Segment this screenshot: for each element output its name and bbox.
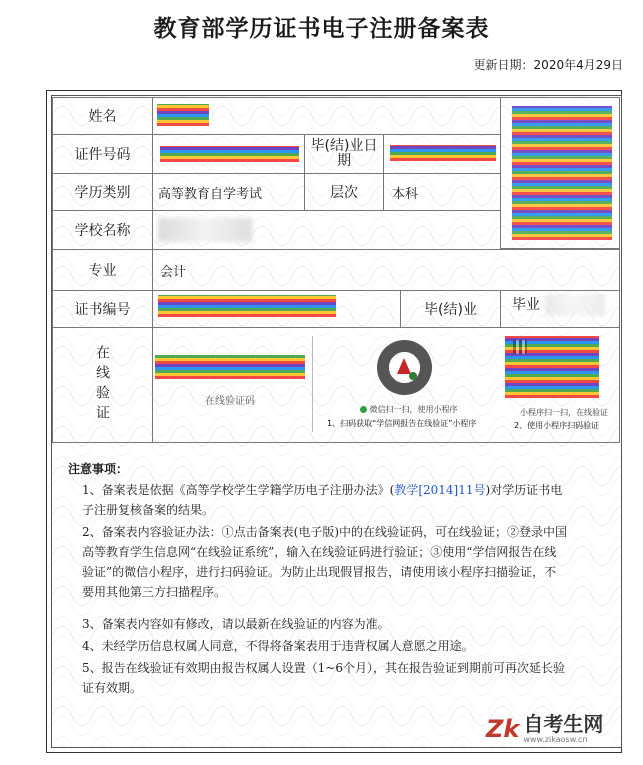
watermark-text: 自考生网	[523, 712, 604, 736]
cert-no-redacted	[158, 295, 336, 317]
online-label: 在线验证	[94, 345, 110, 425]
wechat-icon	[360, 406, 367, 413]
major-value: 会计	[160, 264, 187, 280]
name-redacted	[157, 104, 209, 126]
edu-type-value: 高等教育自学考试	[158, 186, 263, 202]
name-label: 姓名	[88, 109, 117, 125]
edu-type-label: 学历类别	[74, 185, 131, 201]
level-value: 本科	[392, 186, 419, 202]
note-3: 3、备案表内容如有修改，请以最新在线验证的内容为准。	[82, 617, 390, 631]
major-label: 专业	[88, 263, 117, 279]
graduation-stamp-redacted	[545, 294, 605, 316]
watermark-url: www.zikaosw.cn	[523, 735, 588, 744]
step2-caption: 2、使用小程序扫码验证	[514, 421, 600, 430]
mini-program-qr[interactable]	[377, 340, 432, 395]
mini-program-logo-icon	[377, 340, 432, 395]
cert-no-label: 证书编号	[74, 302, 131, 318]
note-2: 2、备案表内容验证办法：①点击备案表(电子版)中的在线验证码，可在线验证；②登录中国高等教育学生信息网“在线验证系统”，输入在线验证码进行验证；③使用“学信网报告在线验证”的微信小程序，进行扫码验证。为防止出现假冒报告，请使用该小程序扫描验证，不要用其他第三方扫描程序。	[82, 525, 568, 599]
note-5: 5、报告在线验证有效期由报告权属人设置（1~6个月），其在报告验证到期前可再次延长验证有效期。	[82, 661, 565, 695]
watermark-logo: Zk	[486, 715, 520, 743]
level-label: 层次	[330, 185, 358, 201]
qr-corner-marker	[513, 340, 527, 354]
wechat-caption: 微信扫一扫，使用小程序	[360, 404, 458, 415]
note-4: 4、未经学历信息权属人同意，不得将备案表用于违背权属人意愿之用途。	[82, 639, 474, 653]
policy-link[interactable]: 教学[2014]11号	[394, 483, 486, 497]
school-redacted	[158, 218, 252, 242]
update-date: 更新日期：2020年4月29日	[473, 58, 623, 72]
grad-date-redacted	[390, 145, 496, 161]
page-title: 教育部学历证书电子注册备案表	[153, 16, 490, 42]
photo-redacted	[512, 106, 612, 240]
graduation-label: 毕(结)业	[424, 302, 477, 318]
online-code-caption: 在线验证码	[205, 396, 255, 407]
id-redacted	[160, 146, 299, 162]
online-code-redacted[interactable]	[155, 355, 305, 379]
watermark	[486, 713, 603, 745]
step1-caption: 1、扫码获取“学信网报告在线验证”小程序	[327, 419, 477, 428]
grad-date-label: 毕(结)业日期	[310, 138, 378, 169]
note-1: 1、备案表是依据《高等学校学生学籍学历电子注册办法》(教学[2014]11号)对学历证书电子注册复核备案的结果。	[82, 483, 563, 517]
graduation-value: 毕业	[512, 297, 540, 313]
id-label: 证件号码	[74, 147, 131, 163]
divider	[312, 336, 313, 432]
mini-caption: 小程序扫一扫，在线验证	[520, 408, 608, 417]
notes-title: 注意事项：	[68, 462, 129, 476]
school-label: 学校名称	[74, 223, 131, 239]
